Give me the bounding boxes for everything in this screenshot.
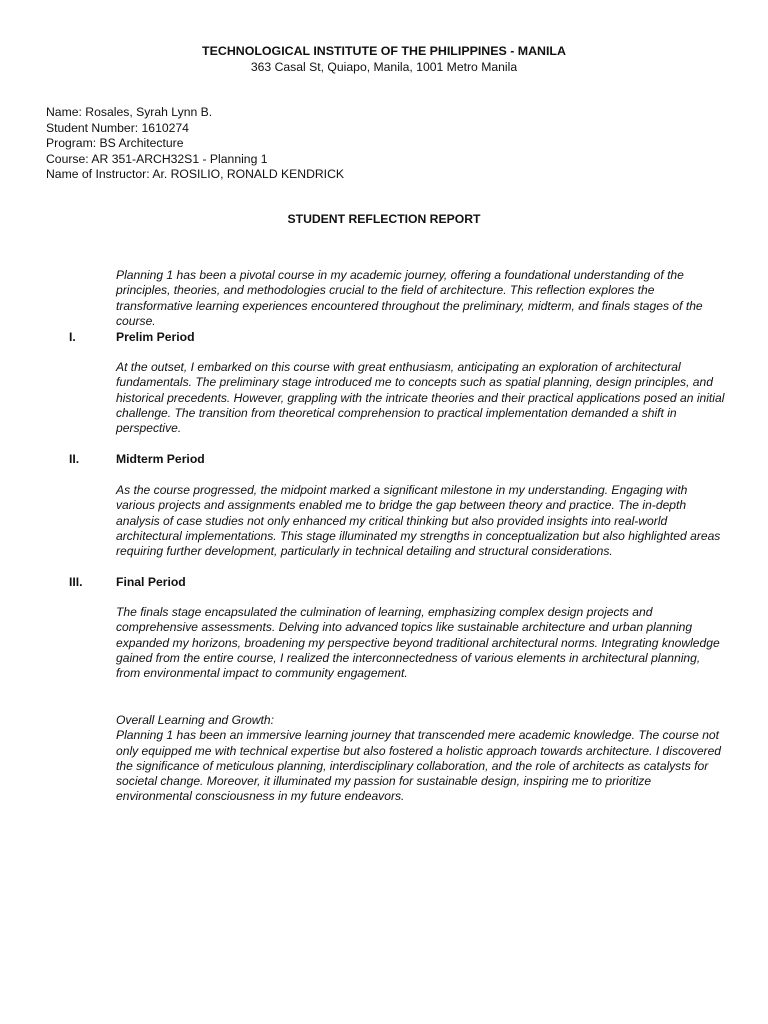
student-name: Name: Rosales, Syrah Lynn B. [46, 105, 213, 119]
student-instructor: Name of Instructor: Ar. ROSILIO, RONALD KENDRICK [46, 167, 344, 181]
section-body-final: The finals stage encapsulated the culmination of learning, emphasizing complex design projects and comprehensive assessments. Delving into advanced topics like sustainable architecture and urban planning expanded my horizons, broadening my perspective beyond traditional architectural norms. Integrating knowledge gained from the entire course, I realized the interconnectedness of various elements in architectural planning, from environmental impact to community engagement. [116, 605, 720, 681]
section-title: Prelim Period [116, 330, 195, 344]
overall-body: Planning 1 has been an immersive learning journey that transcended mere academic knowledge. The course not only equipped me with technical expertise but also fostered a holistic approach towards architecture. I discovered the significance of meticulous planning, interdisciplinary collaboration, and the role of architects as catalysts for societal change. Moreover, it illuminated my passion for sustainable design, inspiring me to prioritize environmental consciousness in my future endeavors. [116, 728, 722, 804]
student-program: Program: BS Architecture [46, 136, 184, 150]
section-numeral: II. [69, 452, 80, 466]
section-numeral: III. [69, 575, 83, 589]
section-numeral: I. [69, 330, 76, 344]
overall-section [116, 713, 726, 805]
student-info-block [46, 105, 726, 183]
section-title: Midterm Period [116, 452, 205, 466]
institute-address: 363 Casal St, Quiapo, Manila, 1001 Metro Manila [250, 60, 518, 74]
institute-name: TECHNOLOGICAL INSTITUTE OF THE PHILIPPINES - MANILA [202, 44, 566, 58]
section-body-midterm: As the course progressed, the midpoint marked a significant milestone in my understanding. Engaging with various projects and assignments enabled me to bridge the gap between theory and practice. The in-depth analysis of case studies not only enhanced my critical thinking but also provided insights into real-world architectural implementations. This stage illuminated my strengths in conceptualization but also highlighted areas requiring further development, particularly in technical detailing and structural considerations. [116, 483, 721, 559]
section-title: Final Period [116, 575, 186, 589]
section-body-prelim: At the outset, I embarked on this course with great enthusiasm, anticipating an exploration of architectural fundamentals. The preliminary stage introduced me to concepts such as spatial planning, design principles, and historical precedents. However, grappling with the intricate theories and their practical applications posed an initial challenge. The transition from theoretical comprehension to practical implementation demanded a shift in perspective. [116, 360, 725, 436]
intro-paragraph: Planning 1 has been a pivotal course in my academic journey, offering a foundational understanding of the principles, theories, and methodologies crucial to the field of architecture. This reflection explores the transformative learning experiences encountered throughout the preliminary, midterm, and finals stages of the course. [116, 268, 703, 328]
overall-heading: Overall Learning and Growth: [116, 713, 274, 727]
document-header [0, 44, 768, 75]
student-number: Student Number: 1610274 [46, 120, 189, 135]
report-title: STUDENT REFLECTION REPORT [287, 212, 481, 226]
student-course: Course: AR 351-ARCH32S1 - Planning 1 [46, 151, 268, 166]
